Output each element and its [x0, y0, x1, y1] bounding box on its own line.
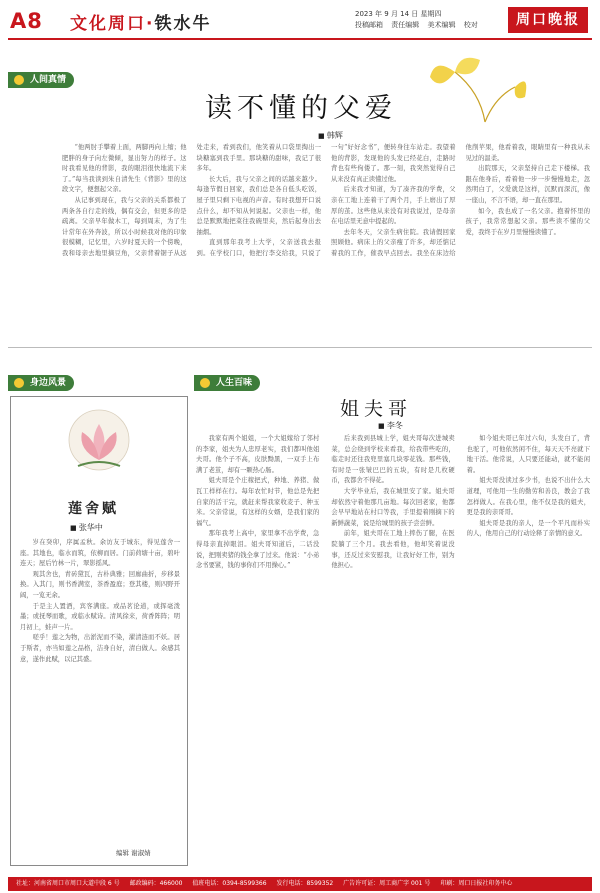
- paragraph: 姐夫哥是我的亲人，是一个平凡而朴实的人，他用自己的行动诠释了亲情的意义。: [466, 519, 590, 538]
- column-tag-2: 身边风景: [8, 375, 74, 391]
- ginkgo-leaf-illustration: [425, 52, 530, 127]
- article2-editor: 编辑 谢淑婧: [116, 849, 151, 857]
- article3-title: 姐夫哥: [340, 398, 413, 420]
- page-code: A8: [10, 9, 43, 33]
- section-title-black: 铁水牛: [154, 14, 212, 34]
- article1-body: [62, 143, 590, 341]
- paragraph: 嗟乎！莲之为物，出淤泥而不染，濯清涟而不妖。居于斯者，亦当如莲之品格，洁身自好，清白做人。余感其意，遂作此赋，以记其盛。: [20, 634, 180, 663]
- section-title: [70, 9, 211, 34]
- footer-item: 值班电话：0394-8599366: [192, 880, 267, 887]
- staff-item: 投稿邮箱: [355, 21, 383, 29]
- staff-item: 校对: [463, 21, 478, 29]
- paragraph: 后来我到县城上学，姐夫哥每次进城卖菜，总会绕到学校来看我，给我带些吃的，临走时还往我兜里塞几块零花钱。那些钱，有时是一张皱巴巴的五块，有时是几枚硬币，我都舍不得花。: [331, 435, 455, 485]
- paragraph: 长大后，我与父亲之间的话越来越少。每逢节假日回家，我们总是各自低头吃饭，屋子里只剩下电视的声音。有时我想开口说点什么，却不知从何说起。父亲也一样，他总是默默地把菜往我碗里夹，然后起身出去抽烟。: [196, 175, 321, 236]
- staff-credits: [355, 20, 484, 30]
- paragraph: 我家有两个姐姐，一个大姐嫁给了邻村的李家，姐夫为人忠厚老实，我们都叫他姐夫哥。他个子不高，皮肤黝黑，一双手上布满了老茧，却有一颗热心肠。: [196, 435, 320, 474]
- paragraph: 出院那天，父亲坚持自己走下楼梯。我跟在他身后，看着他一步一步慢慢地走，忽然明白了，父爱就是这样，沉默而深沉，像一座山，不言不语，却一直在那里。: [465, 165, 590, 204]
- paragraph: 后来我才知道，为了凑齐我的学费，父亲在工地上连着干了两个月，手上磨出了厚厚的茧。这些他从来没有对我说过，是母亲在电话里无意中提起的。: [331, 186, 456, 226]
- article1-byline: ■ 韩辉: [318, 130, 343, 141]
- column-tag-3: 人生百味: [194, 375, 260, 391]
- footer-item: 社址：河南省周口市周口大道中段 6 号: [16, 880, 120, 887]
- paragraph: “他两肘手攀着上面，两脚再向上缩；他肥胖的身子向左微倾，显出努力的样子。这时我看见他的背影，我的眼泪很快地流下来了。”每当我读到朱自清先生《背影》里的这段文字，便想起父亲。: [62, 144, 187, 194]
- paragraph: 去年冬天，父亲生病住院。我请假回家照顾他。病床上的父亲瘦了许多，却还惦记着我的工作，催我早点回去。我坐在床边给他削苹果，他看着我，眼睛里有一种我从未见过的温柔。: [331, 144, 590, 257]
- column-tag-1: 人间真情: [8, 72, 74, 88]
- newspaper-logo: 周口晚报: [508, 7, 588, 33]
- footer-item: 印刷：周口日报社印务中心: [440, 880, 513, 887]
- article2-body: [20, 538, 180, 836]
- article2-title: 莲舍赋: [68, 501, 119, 517]
- lotus-illustration: [58, 402, 140, 482]
- paragraph: 如今，我也成了一名父亲。抱着怀里的孩子，我常常想起父亲。那些读不懂的父爱，我终于在岁月里慢慢读懂了。: [465, 207, 590, 236]
- article2-byline: ■ 张华中: [70, 522, 103, 533]
- paragraph: 姐夫哥是个庄稼把式，种地、养猪、做瓦工样样在行。每年农忙时节，他总是先把自家的活干完，就赶来帮我家收麦子、种玉米。父亲常说，有这样的女婿，是我们家的福气。: [196, 477, 320, 527]
- paragraph: 观其舍也，青砖黛瓦，古朴典雅；回廊曲折，步移景换。入其门，则书香满室，茶香盈庭；登其楼，则四野开阔，一览无余。: [20, 570, 180, 599]
- footer-item: 广告许可证：周工商广字 001 号: [343, 880, 431, 887]
- paragraph: 岁在癸卯，序属孟秋。余访友于城东，得见莲舍一座。其地也，临水而筑，依柳而居。门前荷塘十亩，碧叶连天；屋后竹林一片，翠影摇风。: [20, 539, 180, 568]
- issue-date: 2023 年 9 月 14 日 星期四: [355, 10, 442, 18]
- article3-byline: ■ 李冬: [378, 420, 403, 431]
- footer-bar: [8, 877, 592, 891]
- article3-body: [196, 434, 590, 870]
- paragraph: 前年，姐夫哥在工地上摔伤了腿，在医院躺了三个月。我去看他，他却笑着说没事，还反过来安慰我，让我好好工作，别为他担心。: [331, 530, 455, 570]
- paragraph: 直到那年我考上大学，父亲送我去报到。在学校门口，他把行李交给我，只说了一句“好好念书”，便转身往车站走。我望着他的背影，发现他的头发已经花白，走路时背也有些佝偻了。那一刻，我突然觉得自己从来没有真正读懂过他。: [196, 144, 456, 257]
- article1-title: 读不懂的父爱: [205, 93, 397, 124]
- footer-item: 邮政编码：466000: [129, 880, 183, 887]
- staff-item: 责任编辑: [391, 21, 420, 29]
- footer-item: 发行电话：8599352: [276, 880, 334, 887]
- section-title-red: 文化周口·: [70, 14, 155, 34]
- paragraph: 从记事到现在，我与父亲的关系都极了两条各自行走的线，偶有交会，但更多的是疏离。父亲早年做木工，每到周末，为了生计常年在外奔波，所以小时候我对他的印象很模糊，记忆里，六岁时夏天的一个傍晚，我和母亲去地里摘豆角，父亲背着锯子从远处走来，看到我们，他笑着从口袋里掏出一块糖塞到我手里。那块糖的甜味，我记了很多年。: [62, 144, 321, 257]
- staff-item: 美术编辑: [427, 21, 456, 29]
- header-rule: [8, 38, 592, 40]
- paragraph: 姐夫哥没读过多少书，也说不出什么大道理，可他用一生的勤劳和善良，教会了我怎样做人。在我心里，他不仅是我的姐夫，更是我的亲哥哥。: [466, 477, 590, 517]
- paragraph: 大学毕业后，我在城里安了家。姐夫哥却依然守着他那几亩地。每次回老家，他都会早早地站在村口等我，手里提着刚摘下的新鲜蔬菜，说是给城里的孩子尝尝鲜。: [331, 487, 455, 527]
- paragraph: 如今姐夫哥已年过六旬，头发白了，背也驼了，可他依然闲不住，每天天不亮就下地干活。他常说，人只要还能动，就不能闲着。: [466, 435, 590, 474]
- section-divider: [8, 347, 592, 348]
- paragraph: 于是主人置酒，宾客满座。或品茗论道，或挥毫泼墨；或抚琴而歌，或临水赋诗。清风徐来，荷香阵阵；明月初上，蛙声一片。: [20, 602, 180, 631]
- paragraph: 那年我考上高中，家里拿不出学费，急得母亲直掉眼泪。姐夫哥知道后，二话没说，把刚卖猪的钱全拿了过来。他说：“小弟念书要紧，钱的事你们不用操心。”: [196, 530, 320, 570]
